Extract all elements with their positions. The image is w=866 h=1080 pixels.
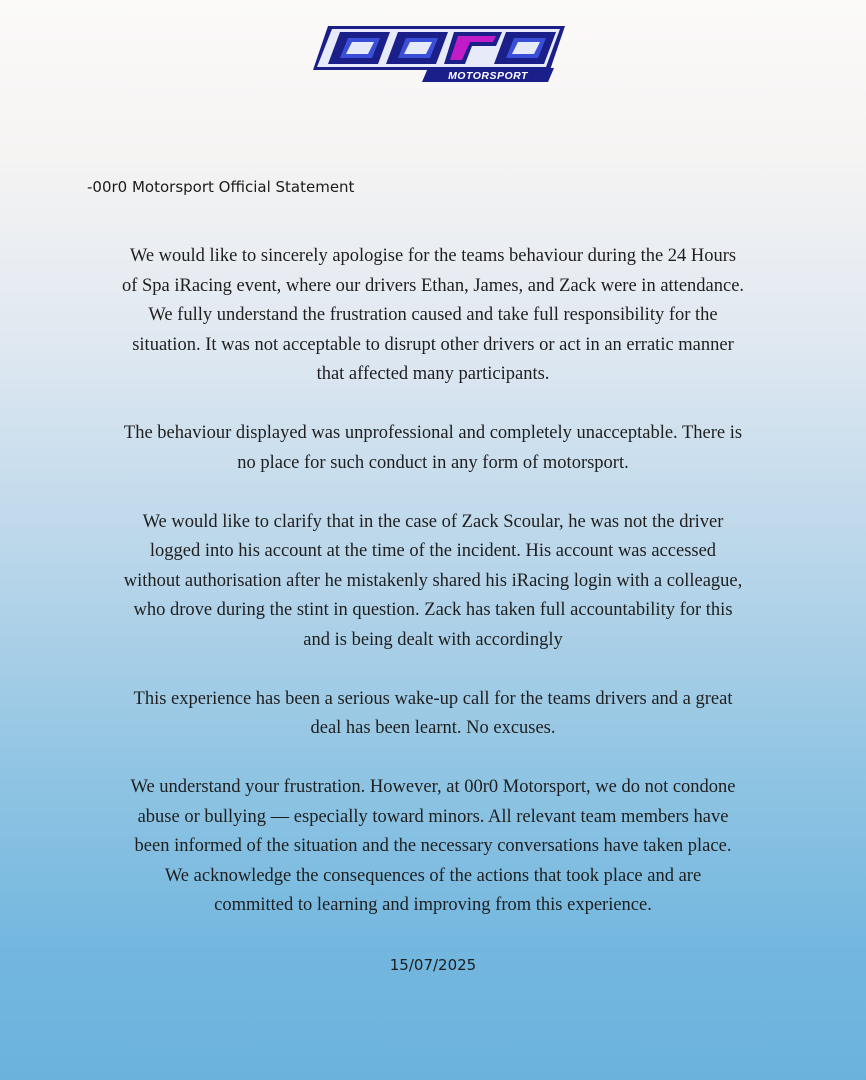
- statement-paragraph: [0, 508, 866, 656]
- statement-line: situation. It was not acceptable to disrupt other drivers or act in an erratic manner: [132, 334, 734, 355]
- logo-subtitle: MOTORSPORT: [448, 70, 528, 82]
- statement-line: committed to learning and improving from this experience.: [214, 895, 652, 915]
- statement-line: deal has been learnt. No excuses.: [310, 718, 556, 738]
- statement-line: logged into his account at the time of the incident. His account was accessed: [149, 541, 717, 561]
- statement-line: abuse or bullying — especially toward minors. All relevant team members have: [137, 806, 729, 827]
- statement-paragraph: [0, 773, 866, 921]
- statement-line: We understand your frustration. However, at 00r0 Motorsport, we do not condone: [130, 777, 736, 797]
- statement-heading: -00r0 Motorsport Official Statement: [87, 178, 355, 196]
- statement-line: been informed of the situation and the necessary conversations have taken place.: [134, 836, 732, 856]
- statement-date: 15/07/2025: [389, 956, 477, 974]
- statement-paragraph: [0, 685, 866, 744]
- statement-line: We fully understand the frustration caused and take full responsibility for the: [148, 305, 718, 325]
- statement-line: We would like to clarify that in the case of Zack Scoular, he was not the driver: [142, 511, 724, 532]
- statement-line: who drove during the stint in question. Zack has taken full accountability for this: [133, 600, 733, 620]
- statement-line: of Spa iRacing event, where our drivers Ethan, James, and Zack were in attendance.: [121, 275, 745, 296]
- statement-line: The behaviour displayed was unprofessional and completely unacceptable. There is: [123, 423, 743, 443]
- statement-paragraph: [0, 419, 866, 478]
- statement-line: and is being dealt with accordingly: [303, 629, 563, 650]
- statement-line: We would like to sincerely apologise for the teams behaviour during the 24 Hours: [129, 246, 737, 266]
- statement-line: that affected many participants.: [316, 364, 550, 384]
- statement-line: without authorisation after he mistakenly shared his iRacing login with a colleague,: [123, 570, 743, 591]
- statement-line: This experience has been a serious wake-up call for the teams drivers and a great: [133, 688, 733, 709]
- statement-line: We acknowledge the consequences of the actions that took place and are: [164, 865, 702, 886]
- statement-paragraph: [0, 242, 866, 390]
- statement-line: no place for such conduct in any form of motorsport.: [237, 452, 629, 473]
- team-logo: [310, 22, 570, 86]
- statement-body: [0, 242, 866, 950]
